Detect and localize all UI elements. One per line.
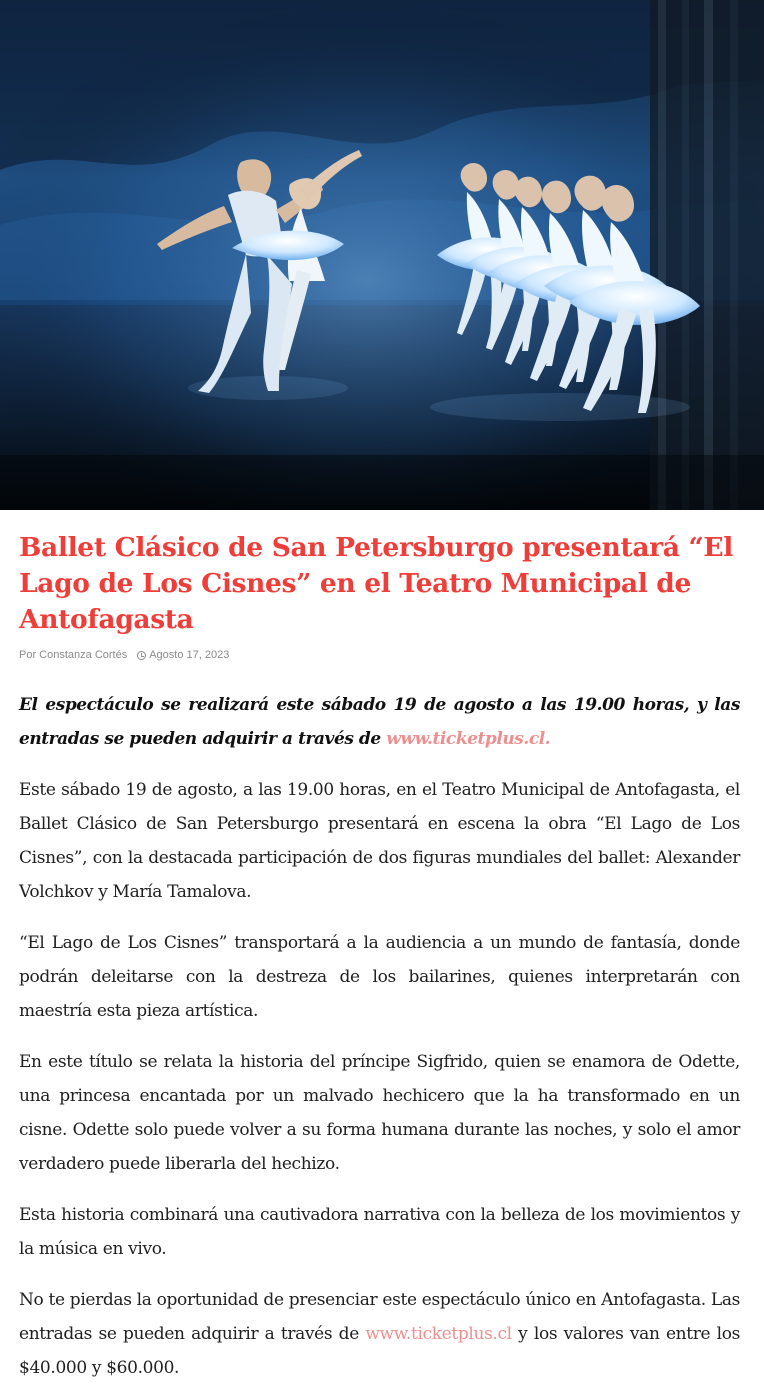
body-paragraph-1: Este sábado 19 de agosto, a las 19.00 horas, en el Teatro Municipal de Antofagasta, el Ballet Clásico de San Petersburgo presentará en escena la obra “El Lago de Los Cisnes”, con la destacada participación de dos figuras mundiales del ballet: Alexander Volchkov y María Tamalova. — [19, 780, 740, 902]
body-paragraph-2: “El Lago de Los Cisnes” transportará a la audiencia a un mundo de fantasía, donde podrán deleitarse con la destreza de los bailarines, quienes interpretarán con maestría esta pieza artística. — [19, 933, 740, 1021]
ballet-stage-photo-icon — [0, 0, 764, 510]
clock-icon — [137, 651, 146, 660]
closing-text: No te pierdas la oportunidad de presenciar este espectáculo único en Antofagasta. Las entradas se pueden adquirir a través de — [19, 1290, 740, 1344]
publish-date: Agosto 17, 2023 — [149, 649, 230, 661]
article-title: Ballet Clásico de San Petersburgo presentará “El Lago de Los Cisnes” en el Teatro Municipal de Antofagasta — [19, 532, 733, 635]
lead-text: El espectáculo se realizará este sábado 19 de agosto a las 19.00 horas, y las entradas se pueden adquirir a través de — [19, 695, 740, 749]
ticketplus-link[interactable]: www.ticketplus.cl. — [386, 729, 551, 749]
body-paragraph-3: En este título se relata la historia del príncipe Sigfrido, quien se enamora de Odette, una princesa encantada por un malvado hechicero que la ha transformado en un cisne. Odette solo puede volver a su forma humana durante las noches, y solo el amor verdadero puede liberarla del hechizo. — [19, 1052, 740, 1174]
article-meta — [19, 646, 740, 664]
article — [19, 530, 740, 1385]
author-name: Por Constanza Cortés — [19, 649, 128, 661]
ticketplus-link-footer[interactable]: www.ticketplus.cl — [365, 1324, 512, 1344]
body-paragraph-4: Esta historia combinará una cautivadora narrativa con la belleza de los movimientos y la música en vivo. — [19, 1205, 740, 1259]
lead-paragraph — [19, 688, 740, 756]
body-paragraph-5 — [19, 1283, 740, 1385]
price-range-text: y los valores van entre los $40.000 y $60.000. — [19, 1324, 741, 1378]
hero-image — [0, 0, 764, 510]
